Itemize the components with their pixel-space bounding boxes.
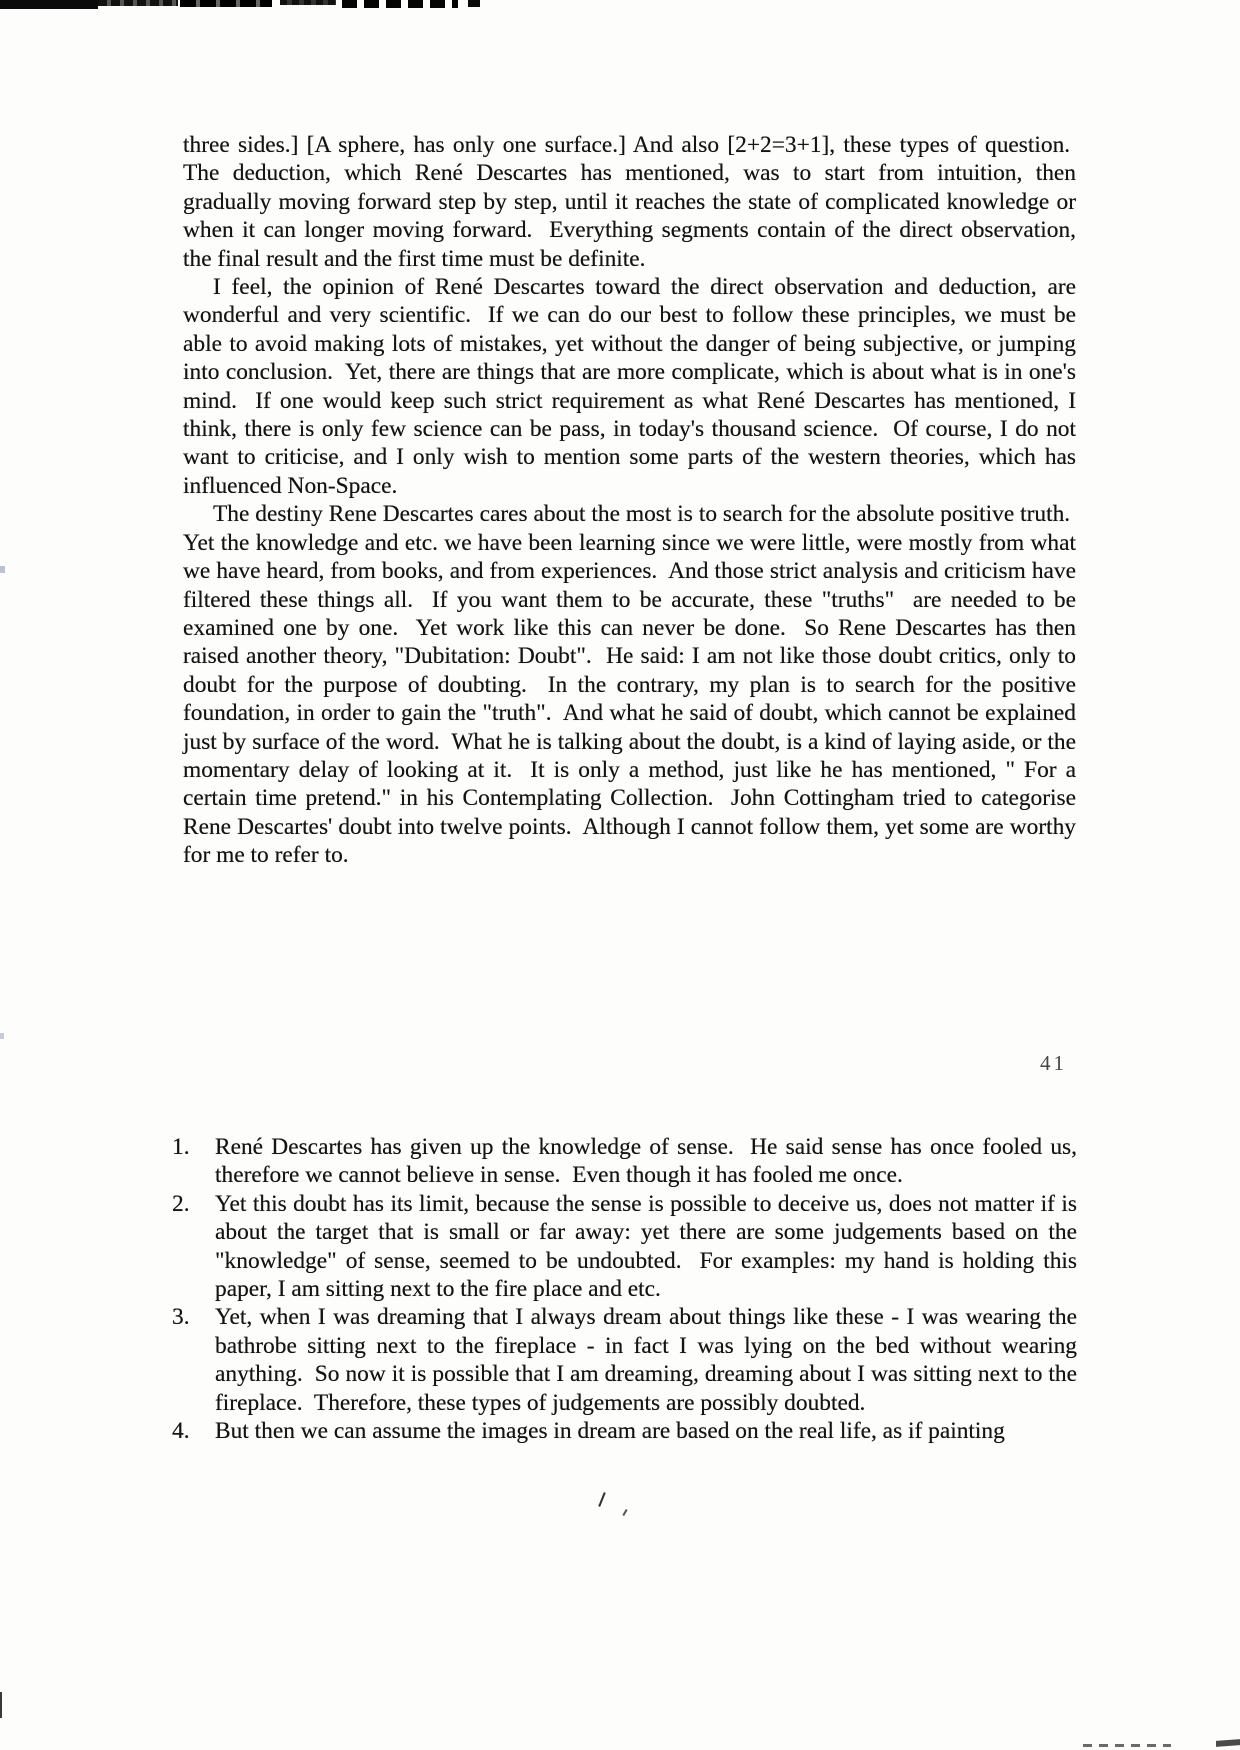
scan-artifact-top-bar bbox=[0, 0, 98, 9]
scan-artifact-top-dash bbox=[468, 0, 480, 7]
scan-speck bbox=[598, 1492, 605, 1507]
document-body bbox=[183, 131, 1076, 870]
paragraph: three sides.] [A sphere, has only one surface.] And also [2+2=3+1], these types of question. The deduction, which René Descartes has mentioned, was to start from intuition, then gradually moving forward step by step, until it reaches the state of complicated knowledge or when it can longer moving forward. Everything segments contain of the direct observation, the final result and the first time must be definite. bbox=[183, 132, 1076, 272]
scan-artifact-bottom-mark bbox=[1216, 1739, 1240, 1747]
scan-artifact-bottom-dashes bbox=[1083, 1744, 1171, 1747]
scan-artifact-left-edge bbox=[0, 1692, 2, 1718]
list-item-number: 1. bbox=[172, 1134, 190, 1160]
scan-artifact-top-dashes bbox=[342, 0, 458, 8]
list-item bbox=[172, 1190, 1077, 1304]
scan-artifact-margin-tick bbox=[0, 566, 5, 573]
list-item bbox=[172, 1417, 1077, 1445]
numbered-list bbox=[172, 1133, 1077, 1445]
scan-artifact-top-bar bbox=[98, 0, 178, 6]
list-item-text: René Descartes has given up the knowledge of sense. He said sense has once fooled us, therefore we cannot believe in sense. Even though it has fooled me once. bbox=[215, 1134, 1077, 1189]
list-item-text: Yet this doubt has its limit, because the sense is possible to deceive us, does not matter if is about the target that is small or far away: yet there are some judgements based on the "knowledge" of sense, seemed to be undoubted. For examples: my hand is holding this paper, I am sitting next to the fire place and etc. bbox=[215, 1190, 1077, 1303]
list-item-number: 4. bbox=[172, 1418, 190, 1445]
list-item-number: 2. bbox=[172, 1190, 190, 1217]
scan-artifact-top-dashes bbox=[280, 0, 336, 5]
scan-artifact-top-bar bbox=[180, 0, 272, 7]
list-item bbox=[172, 1303, 1077, 1417]
list-item bbox=[172, 1133, 1077, 1190]
scan-speck bbox=[622, 1509, 627, 1516]
list-item-text: But then we can assume the images in dream are based on the real life, as if painting bbox=[215, 1418, 1005, 1445]
paragraph: I feel, the opinion of René Descartes toward the direct observation and deduction, are wonderful and very scientific. If we can do our best to follow these principles, we must be able to avoid making lots of mistakes, yet without the danger of being subjective, or jumping into conclusion. Yet, there are things that are more complicate, which is about what is in one's mind. If one would keep such strict requirement as what René Descartes has mentioned, I think, there is only few science can be pass, in today's thousand science. Of course, I do not want to criticise, and I only wish to mention some parts of the western theories, which has influenced Non-Space. bbox=[183, 274, 1076, 499]
list-item-number: 3. bbox=[172, 1304, 190, 1331]
page-number: 41 bbox=[1040, 1051, 1067, 1075]
paragraph: The destiny Rene Descartes cares about the most is to search for the absolute positive truth. Yet the knowledge and etc. we have been learning since we were little, were mostly from what we have heard, from books, and from experiences. And those strict analysis and criticism have filtered these things all. If you want them to be accurate, these "truths" are needed to be examined one by one. Yet work like this can never be done. So Rene Descartes has then raised another theory, "Dubitation: Doubt". He said: I am not like those doubt critics, only to doubt for the purpose of doubting. In the contrary, my plan is to search for the positive foundation, in order to gain the "truth". And what he said of doubt, which cannot be explained just by surface of the word. What he is talking about the doubt, is a kind of laying aside, or the momentary delay of looking at it. It is only a method, just like he has mentioned, " For a certain time pretend." in his Contemplating Collection. John Cottingham tried to categorise Rene Descartes' doubt into twelve points. Although I cannot follow them, yet some are worthy for me to refer to. bbox=[183, 501, 1076, 869]
scan-artifact-margin-tick bbox=[0, 1033, 4, 1039]
list-item-text: Yet, when I was dreaming that I always dream about things like these - I was wearing the bathrobe sitting next to the fireplace - in fact I was lying on the bed without wearing anything. So now it is possible that I am dreaming, dreaming about I was sitting next to the fireplace. Therefore, these types of judgements are possibly doubted. bbox=[215, 1304, 1077, 1416]
